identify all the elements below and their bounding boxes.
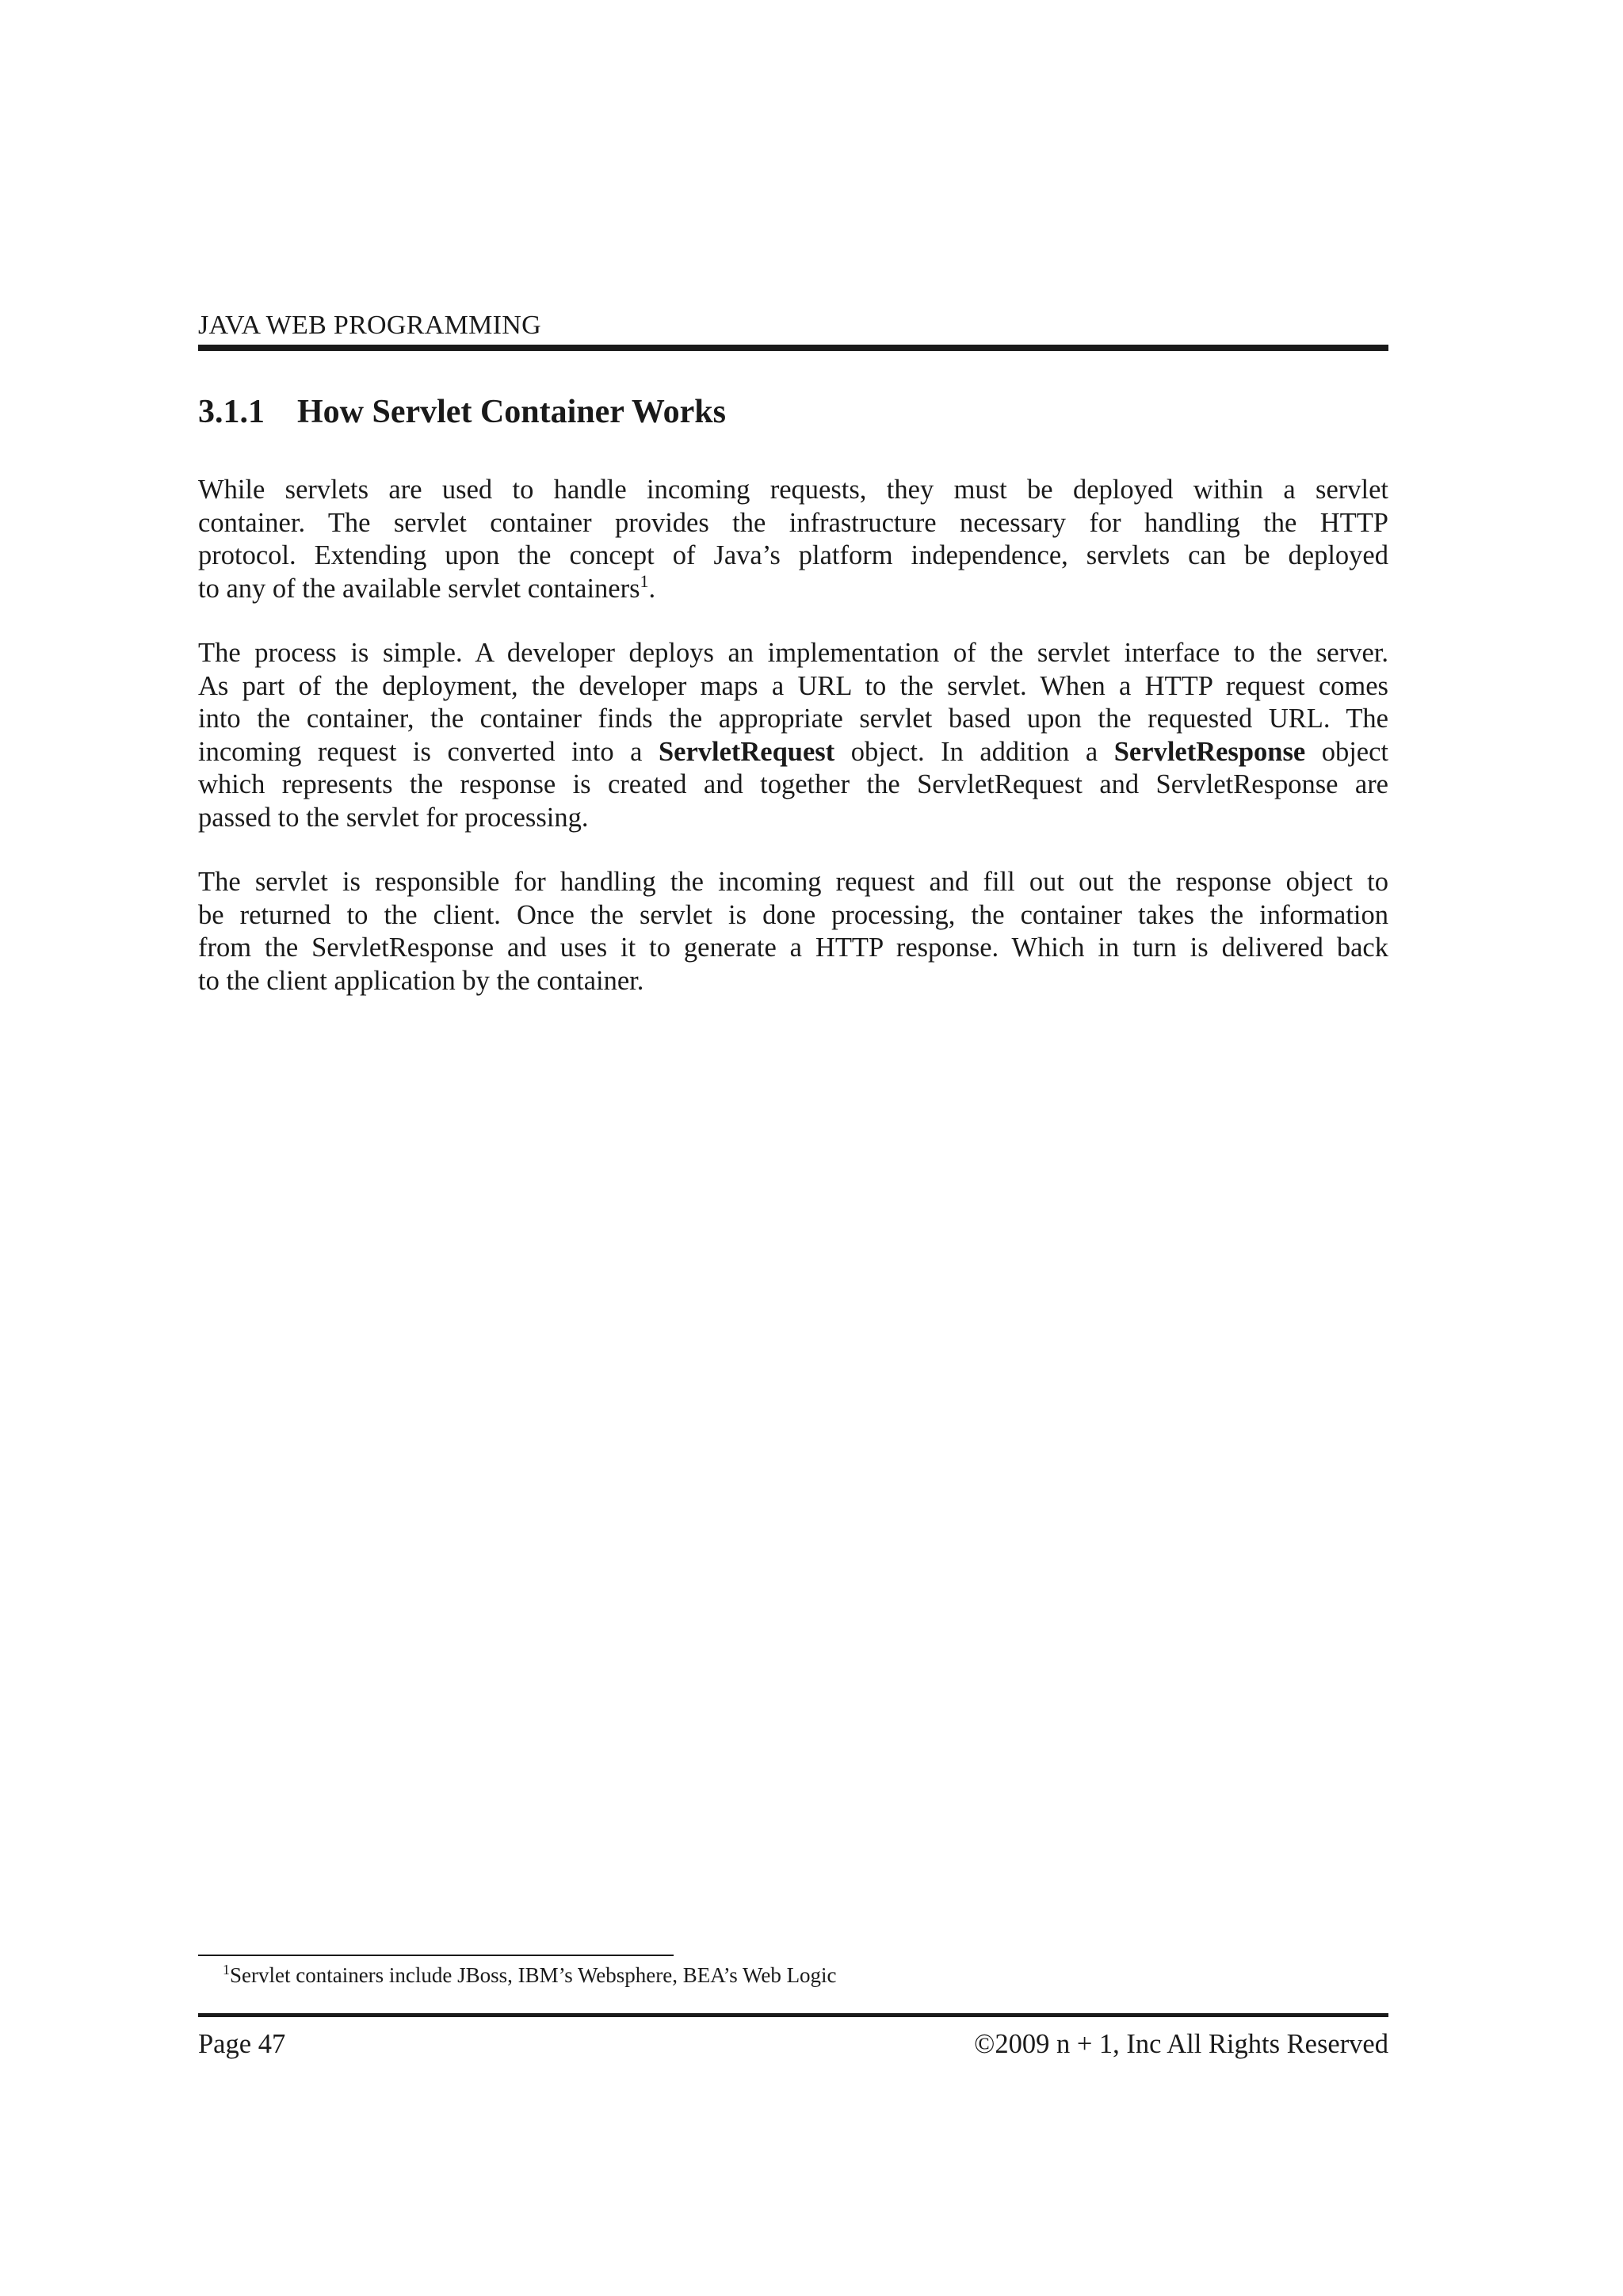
copyright-notice: ©2009 n + 1, Inc All Rights Reserved <box>974 2029 1388 2059</box>
page-number: Page 47 <box>198 2029 286 2059</box>
paragraph-1-period: . <box>648 573 656 604</box>
paragraph-1-line-4 <box>198 570 1388 606</box>
paragraph-2-line-5: which represents the response is created and together the ServletRequest and ServletResponse are <box>198 769 1388 799</box>
paragraph-2 <box>198 637 1388 834</box>
paragraph-2-line-6: passed to the servlet for processing. <box>198 802 589 833</box>
section-heading <box>198 391 726 433</box>
paragraph-2-line-4-pre: incoming request is converted into a <box>198 736 659 767</box>
footnote-mark: 1 <box>223 1962 230 1978</box>
paragraph-3-line-1: The servlet is responsible for handling the incoming request and fill out out the response object to <box>198 867 1388 897</box>
paragraph-2-line-3: into the container, the container finds the appropriate servlet based upon the requested URL. The <box>198 704 1388 734</box>
paragraph-1-line-2: container. The servlet container provides the infrastructure necessary for handling the HTTP <box>198 507 1388 538</box>
term-servletresponse: ServletResponse <box>1113 736 1306 767</box>
paragraph-2-line-2: As part of the deployment, the developer maps a URL to the servlet. When a HTTP request comes <box>198 670 1388 701</box>
paragraph-2-line-4-post: object <box>1305 736 1389 767</box>
paragraph-1-line-1: While servlets are used to handle incoming requests, they must be deployed within a servlet <box>198 475 1388 505</box>
footnote <box>223 1962 837 1989</box>
running-head: JAVA WEB PROGRAMMING <box>198 311 541 340</box>
section-number: 3.1.1 <box>198 394 265 430</box>
paragraph-1 <box>198 474 1388 605</box>
paragraph-2-line-1: The process is simple. A developer deploys an implementation of the servlet interface to the server. <box>198 638 1388 668</box>
paragraph-1-line-3: protocol. Extending upon the concept of Java’s platform independence, servlets can be deployed <box>198 540 1388 570</box>
body-text <box>198 474 1388 1029</box>
paragraph-3-line-2: be returned to the client. Once the servlet is done processing, the container takes the information <box>198 899 1388 930</box>
footer-rule <box>198 2013 1388 2017</box>
paragraph-3-line-4: to the client application by the container. <box>198 965 644 996</box>
paragraph-3-line-3: from the ServletResponse and uses it to generate a HTTP response. Which in turn is delivered back <box>198 933 1388 963</box>
footnote-reference[interactable]: 1 <box>640 570 649 591</box>
paragraph-2-line-4 <box>198 736 1388 769</box>
term-servletrequest: ServletRequest <box>658 736 835 767</box>
header-rule <box>198 345 1388 351</box>
footnote-text: Servlet containers include JBoss, IBM’s Websphere, BEA’s Web Logic <box>230 1963 837 1987</box>
paragraph-1-line-4-text: to any of the available servlet containers <box>198 573 640 604</box>
paragraph-3 <box>198 866 1388 997</box>
section-title: How Servlet Container Works <box>297 394 726 430</box>
footnote-rule <box>198 1955 674 1956</box>
paragraph-2-line-4-mid: object. In addition a <box>834 736 1114 767</box>
